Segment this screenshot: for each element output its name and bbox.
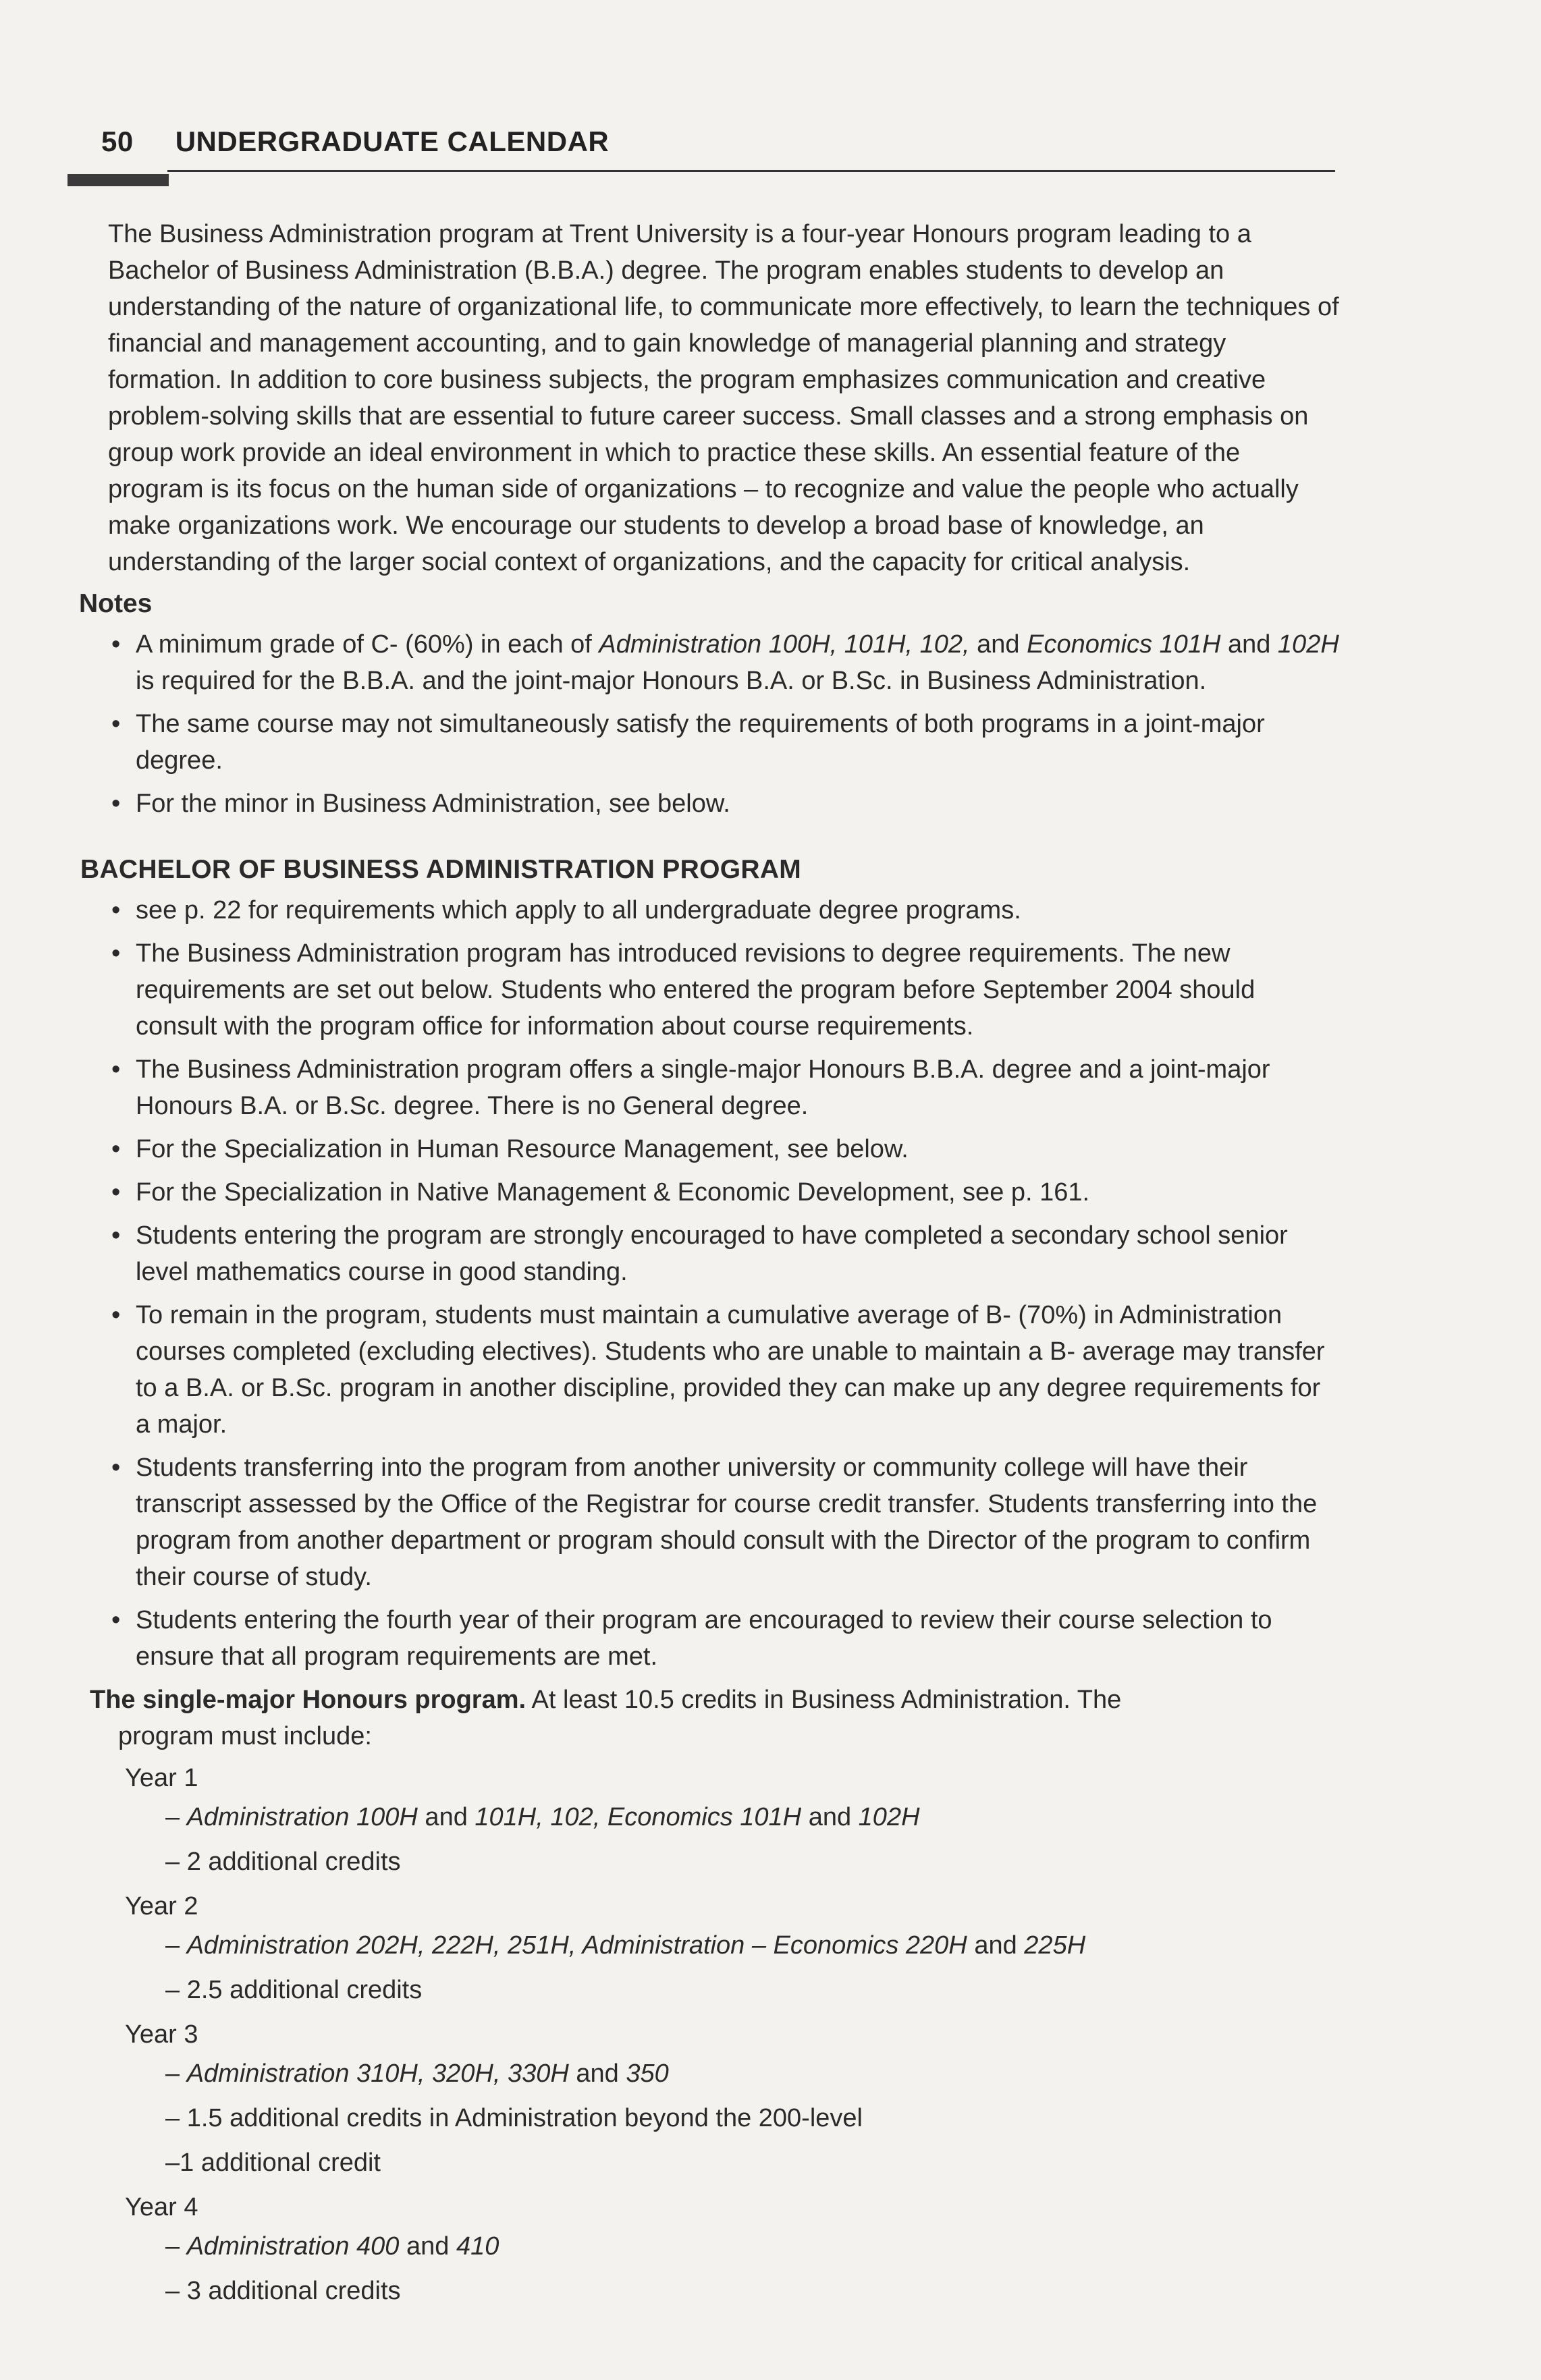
single-major-heading: The single-major Honours program. At least 10.5 credits in Business Administration. The [90, 1686, 1122, 1714]
bullet-icon: • [111, 1301, 121, 1329]
year-requirement: –1 additional credit [165, 2149, 381, 2177]
bullet-icon: • [111, 630, 121, 659]
notes-item: • The same course may not simultaneously satisfy the requirements of both programs in a joint-major degree. [111, 706, 1340, 779]
bullet-icon: • [111, 896, 121, 924]
year-requirement: – 2 additional credits [165, 1848, 401, 1876]
bba-list [111, 892, 1340, 1675]
bba-item: • For the Specialization in Native Management & Economic Development, see p. 161. [111, 1174, 1340, 1211]
bba-item: • For the Specialization in Human Resource Management, see below. [111, 1131, 1340, 1167]
year-requirement: – 1.5 additional credits in Administration beyond the 200-level [165, 2104, 863, 2132]
year-label: Year 4 [125, 2193, 198, 2221]
notes-item: • A minimum grade of C- (60%) in each of Administration 100H, 101H, 102, and Economics 101H and 102H is required for the B.B.A. and the joint-major Honours B.A. or B.Sc. in Business Administration. [111, 626, 1340, 699]
notes-list [111, 626, 1340, 822]
header-rule [167, 170, 1335, 172]
bullet-icon: • [111, 1055, 121, 1084]
page-header [101, 126, 609, 158]
bba-item: • The Business Administration program has introduced revisions to degree requirements. The new requirements are set out below. Students who entered the program before September 2004 should consult with the program office for information about course requirements. [111, 935, 1340, 1045]
year-requirement: – Administration 400 and 410 [165, 2232, 499, 2261]
year-requirement: – Administration 310H, 320H, 330H and 350 [165, 2059, 669, 2088]
year-requirement: – Administration 100H and 101H, 102, Economics 101H and 102H [165, 1803, 920, 1831]
year-label: Year 3 [125, 2020, 198, 2049]
bullet-icon: • [111, 710, 121, 738]
notes-heading: Notes [79, 589, 153, 618]
year-block [125, 2189, 1340, 2309]
bba-item: • The Business Administration program offers a single-major Honours B.B.A. degree and a joint-major Honours B.A. or B.Sc. degree. There is no General degree. [111, 1051, 1340, 1124]
year-label: Year 1 [125, 1764, 198, 1792]
bba-item: • Students transferring into the program from another university or community college will have their transcript assessed by the Office of the Registrar for course credit transfer. Students transferring into the program from another department or program should consult with the Director of the program to confirm their course of study. [111, 1449, 1340, 1595]
running-head: UNDERGRADUATE CALENDAR [175, 126, 610, 157]
page-number: 50 [101, 126, 134, 157]
bullet-icon: • [111, 1178, 121, 1207]
bullet-icon: • [111, 1606, 121, 1634]
bba-item: • To remain in the program, students must maintain a cumulative average of B- (70%) in Administration courses completed (excluding electives). Students who are unable to maintain a B- average may transfer to a B.A. or B.Sc. program in another discipline, provided they can make up any degree requirements for a major. [111, 1297, 1340, 1443]
year-requirement: – Administration 202H, 222H, 251H, Administration – Economics 220H and 225H [165, 1931, 1086, 1960]
bba-heading: BACHELOR OF BUSINESS ADMINISTRATION PROGRAM [80, 855, 802, 884]
notes-item: • For the minor in Business Administration, see below. [111, 785, 1340, 822]
page-content [79, 216, 1340, 2317]
bba-item: • Students entering the program are strongly encouraged to have completed a secondary school senior level mathematics course in good standing. [111, 1217, 1340, 1290]
single-major-lead: The single-major Honours program. [90, 1686, 526, 1714]
year-block [125, 2016, 1340, 2181]
year-label: Year 2 [125, 1892, 198, 1920]
bullet-icon: • [111, 1454, 121, 1482]
year-block [125, 1760, 1340, 1880]
single-major-subline: program must include: [118, 1722, 372, 1750]
bba-item: • see p. 22 for requirements which apply to all undergraduate degree programs. [111, 892, 1340, 929]
bullet-icon: • [111, 939, 121, 968]
bullet-icon: • [111, 790, 121, 818]
bullet-icon: • [111, 1135, 121, 1163]
bba-item: • Students entering the fourth year of their program are encouraged to review their course selection to ensure that all program requirements are met. [111, 1602, 1340, 1675]
year-requirement: – 3 additional credits [165, 2277, 401, 2305]
bullet-icon: • [111, 1221, 121, 1250]
header-rule-accent [67, 174, 169, 186]
year-block [125, 1888, 1340, 2008]
intro-paragraph: The Business Administration program at Trent University is a four-year Honours program leading to a Bachelor of Business Administration (B.B.A.) degree. The program enables students to develop an understanding of the nature of organizational life, to communicate more effectively, to learn the techniques of financial and management accounting, and to gain knowledge of managerial planning and strategy formation. In addition to core business subjects, the program emphasizes communication and creative problem-solving skills that are essential to future career success. Small classes and a strong emphasis on group work provide an ideal environment in which to practice these skills. An essential feature of the program is its focus on the human side of organizations – to recognize and value the people who actually make organizations work. We encourage our students to develop a broad base of knowledge, an understanding of the larger social context of organizations, and the capacity for critical analysis. [108, 220, 1339, 576]
year-requirement: – 2.5 additional credits [165, 1976, 423, 2004]
